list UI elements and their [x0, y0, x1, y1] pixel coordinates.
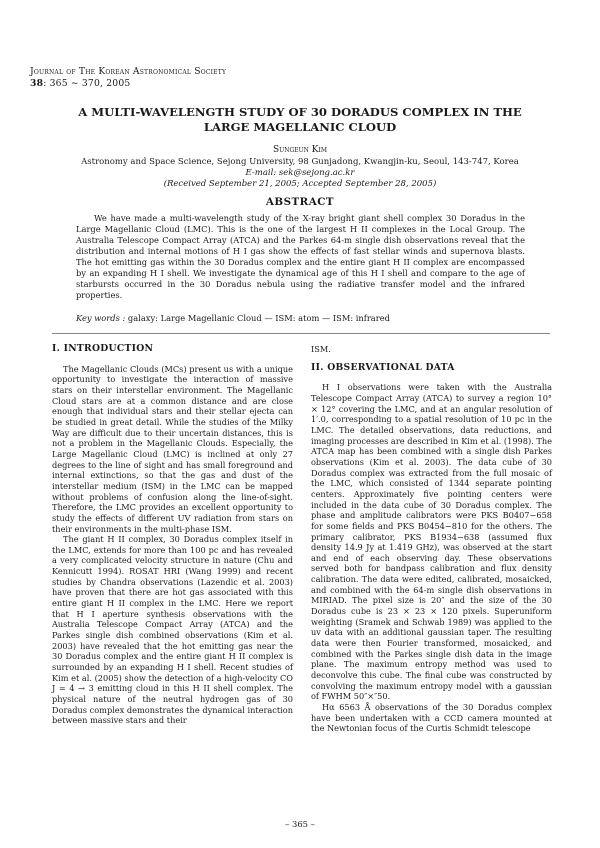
- journal-citation: [30, 78, 570, 90]
- abstract-text: We have made a multi-wavelength study of the X-ray bright giant shell complex 30 Doradus in the Large Magellanic Cloud (LMC). This is the one of the largest H II complexes in the Local Group. The Australia Telescope Compact Array (ATCA) and the Parkes 64-m single dish observations reveal that the distribution and internal motions of H I gas show the effects of fast stellar winds and supernova blasts. The hot emitting gas within the 30 Doradus complex and the entire giant H II complex are encompassed by an expanding H I shell. We investigate the dynamical age of this H I shell and compare to the age of starbursts occurred in the 30 Doradus nebula using the radiative transfer model and the infrared properties.: [76, 213, 525, 301]
- journal-name: Journal of The Korean Astronomical Society: [30, 66, 227, 77]
- journal-header: [30, 66, 570, 90]
- title-line-1: A MULTI-WAVELENGTH STUDY OF 30 DORADUS COMPLEX IN THE: [78, 105, 522, 119]
- received-dates: (Received September 21, 2005; Accepted September 28, 2005): [163, 179, 437, 189]
- affiliation-block: [30, 157, 570, 190]
- intro-paragraph-1: The Magellanic Clouds (MCs) present us with a unique opportunity to investigate the interaction of massive stars on their interstellar environment. The Magellanic Cloud stars are at a common distance and are close enough that individual stars and their stellar ejecta can be studied in great detail. While the studies of the Milky Way are difficult due to their uncertain distances, this is not a problem in the Magellanic Clouds. Especially, the Large Magellanic Cloud (LMC) is inclined at only 27 degrees to the line of sight and has small foreground and internal extinctions, so that the gas and dust of the interstellar medium (ISM) in the LMC can be mapped without problems of confusion along the line-of-sight. Therefore, the LMC provides an excellent opportunity to study the effects of different UV radiation from stars on their environments in the multi-phase ISM.: [52, 363, 293, 534]
- author-email: E-mail: sek@sejong.ac.kr: [245, 168, 355, 178]
- intro-paragraph-2: The giant H II complex, 30 Doradus complex itself in the LMC, extends for more than 100 pc and has revealed a very complicated velocity structure in nature (Chu and Kennicutt 1994). ROSAT HRI (Wang 1999) and recent studies by Chandra observations (Lazendic et al. 2003) have proven that there are hot gas associated with this entire giant H II complex in the LMC. Here we report that H I aperture synthesis observations with the Australia Telescope Compact Array (ATCA) and the Parkes single dish combined observations (Kim et al. 2003) have revealed that the hot emitting gas near the 30 Doradus complex and the entire giant H II complex is surrounded by an expanding H I shell. Recent studies of Kim et al. (2005) show the detection of a high-velocity CO J = 4 → 3 emitting cloud in this H II shell complex. The physical nature of the neutral hydrogen gas of 30 Doradus complex demonstrates the dynamical interaction between massive stars and their: [52, 534, 293, 726]
- journal-volume: 38: [30, 78, 44, 89]
- left-column: [52, 344, 293, 726]
- section-divider: [52, 333, 550, 334]
- intro-continued-text: ISM.: [311, 344, 331, 354]
- data-paragraph-1: H I observations were taken with the Australia Telescope Compact Array (ATCA) to survey a region 10° × 12° covering the LMC, and at an angular resolution of 1′.0, corresponding to a spatial resolution of 10 pc in the LMC. The detailed observations, data reductions, and imaging processes are described in Kim et al. (1998). The ATCA map has been combined with a single dish Parkes observations (Kim et al. 2003). The data cube of 30 Doradus complex was extracted from the full mosaic of the LMC, which consisted of 1344 separate pointing centers. Approximately five pointing centers were included in the data cube of 30 Doradus complex. The phase and amplitude calibrators were PKS B0407−658 for some fields and PKS B0454−810 for the others. The primary calibrator, PKS B1934−638 (assumed flux density 14.9 Jy at 1.419 GHz), was observed at the start and end of each observing day. These observations served both for bandpass calibration and flux density calibration. The data were edited, calibrated, mosaicked, and combined with the 64-m single dish observations in MIRIAD. The pixel size is 20″ and the size of the 30 Doradus cube is 23 × 23 × 120 pixels. Superuniform weighting (Sramek and Schwab 1989) was applied to the uv data with an additional gaussian taper. The resulting data were then Fourier transformed, mosaicked, and combined with the Parkes single dish data in the image plane. The maximum entropy method was used to deconvolve this cube. The final cube was constructed by convolving the maximum entropy model with a gaussian of FWHM 50″×″50.: [311, 382, 552, 702]
- keywords-label: Key words :: [76, 313, 126, 323]
- page-number: – 365 –: [285, 819, 315, 829]
- right-column: [311, 344, 552, 734]
- journal-pages: : 365 ∼ 370, 2005: [43, 78, 131, 89]
- keywords-text: galaxy: Large Magellanic Cloud — ISM: atom — ISM: infrared: [127, 313, 390, 323]
- affiliation-address: Astronomy and Space Science, Sejong University, 98 Gunjadong, Kwangjin-ku, Seoul, 143-747, Korea: [81, 157, 519, 167]
- paper-title: [40, 105, 560, 134]
- abstract-heading: ABSTRACT: [265, 196, 335, 208]
- section-heading-introduction: I. INTRODUCTION: [52, 343, 154, 354]
- keywords-line: [76, 313, 525, 324]
- title-line-2: LARGE MAGELLANIC CLOUD: [203, 119, 397, 134]
- data-paragraph-2: Hα 6563 Å observations of the 30 Doradus complex have been undertaken with a CCD camera mounted at the Newtonian focus of the Curtis Schmidt telescope: [311, 702, 552, 734]
- section-heading-observational-data: II. OBSERVATIONAL DATA: [311, 361, 455, 373]
- author-name: Sungeun Kim: [272, 145, 328, 155]
